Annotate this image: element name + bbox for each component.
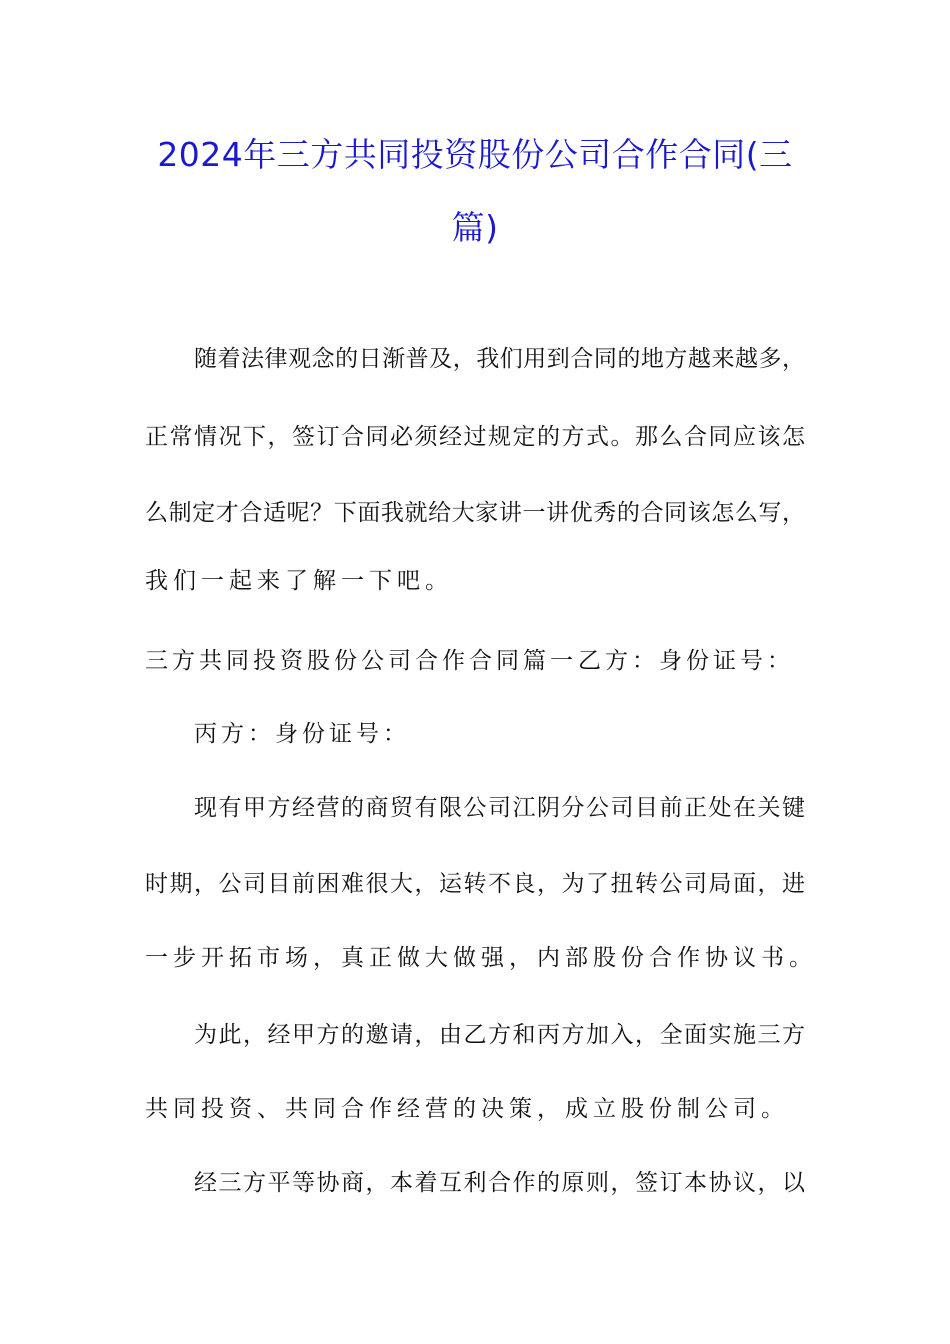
intro-line-2: 正常情况下，签订合同必须经过规定的方式。那么合同应该怎: [145, 424, 805, 450]
para3-line-1: 经三方平等协商，本着互利合作的原则，签订本协议，以: [194, 1170, 805, 1196]
intro-line-1: 随着法律观念的日渐普及，我们用到合同的地方越来越多，: [194, 346, 805, 372]
para2-line-1: 为此，经甲方的邀请，由乙方和丙方加入，全面实施三方: [194, 1022, 805, 1048]
document-title-line-1: 2024年三方共同投资股份公司合作合同(三: [157, 135, 793, 174]
para1-line-2: 时期，公司目前困难很大，运转不良，为了扭转公司局面，进: [145, 871, 805, 897]
party-c-id-line: 丙方：身份证号：: [194, 721, 410, 747]
para1-line-1: 现有甲方经营的商贸有限公司江阴分公司目前正处在关键: [194, 795, 805, 821]
intro-line-3: 么制定才合适呢？下面我就给大家讲一讲优秀的合同该怎么写，: [145, 500, 805, 526]
intro-line-4: 我们一起来了解一下吧。: [145, 568, 453, 594]
party-b-id-line: 乙方：身份证号：: [578, 648, 794, 674]
para1-line-3: 一步开拓市场，真正做大做强，内部股份合作协议书。: [145, 945, 817, 971]
section-heading: 三方共同投资股份公司合作合同篇一: [145, 648, 577, 674]
para2-line-2: 共同投资、共同合作经营的决策，成立股份制公司。: [145, 1096, 789, 1122]
document-title-line-2: 篇): [451, 208, 499, 247]
